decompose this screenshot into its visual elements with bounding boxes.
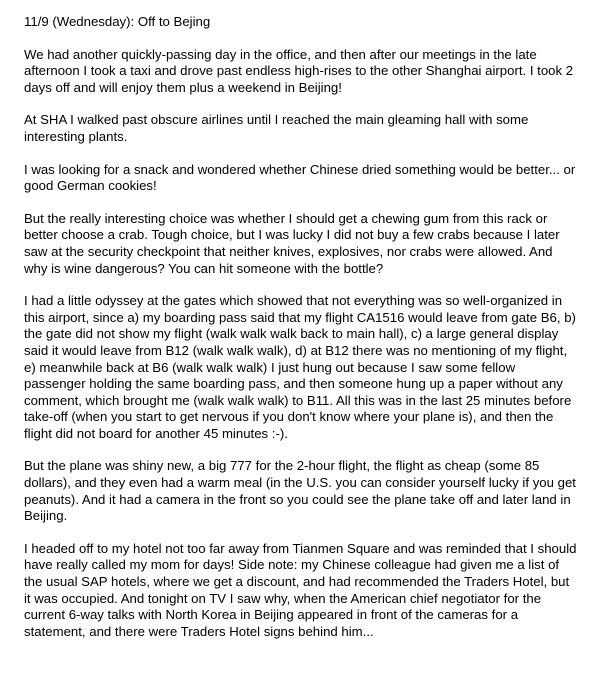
paragraph-sha-hall: At SHA I walked past obscure airlines until I reached the main gleaming hall with some interesting plants. bbox=[24, 112, 529, 144]
paragraph-gate-odyssey: I had a little odyssey at the gates which showed that not everything was so well-organized in this airport, since a) my boarding pass said that my flight CA1516 would leave from gate B6, b) the gate did not show my flight (walk walk walk back to main hall), c) a large general display said it would leave from B12 (walk walk walk), d) at B12 there was no mentioning of my flight, e) meanwhile back at B6 (walk walk walk) I just hung out because I saw some fellow passenger holding the same boarding pass, and then someone hung up a paper without any comment, which brought me (walk walk walk) to B11. All this was in the last 25 minutes before take-off (when you start to get nervous if you don't know where your plane is), and then the flight did not board for another 45 minutes :-). bbox=[24, 293, 576, 441]
paragraph-office-day: We had another quickly-passing day in the office, and then after our meetings in the late afternoon I took a taxi and drove past endless high-rises to the other Shanghai airport. I took 2 days off and will enjoy them plus a weekend in Beijing! bbox=[24, 46, 574, 95]
paragraph-snack: I was looking for a snack and wondered whether Chinese dried something would be better... or good German cookies! bbox=[24, 161, 576, 194]
paragraph-gum-or-crab: But the really interesting choice was whether I should get a chewing gum from this rack or better choose a crab. Tough choice, but I was lucky I did not buy a few crabs because I later saw at the security checkpoint that neither knives, explosives, nor crabs were allowed. And why is wine dangerous? You can hit someone with the bottle? bbox=[24, 210, 560, 276]
paragraph-plane: But the plane was shiny new, a big 777 for the 2-hour flight, the flight as cheap (some 85 dollars), and they even had a warm meal (in the U.S. you can consider yourself lucky if you get peanuts). And it had a camera in the front so you could see the plane take off and later land in Beijing. bbox=[24, 458, 576, 524]
entry-heading: 11/9 (Wednesday): Off to Bejing bbox=[24, 14, 211, 29]
paragraph-hotel: I headed off to my hotel not too far away from Tianmen Square and was reminded that I should have really called my mom for days! Side note: my Chinese colleague had given me a list of the usual SAP hotels, where we get a discount, and had recommended the Traders Hotel, but it was occupied. And tonight on TV I saw why, when the American chief negotiator for the current 6-way talks with North Korea in Beijing appeared in front of the cameras for a statement, and there were Traders Hotel signs behind him... bbox=[24, 540, 577, 639]
